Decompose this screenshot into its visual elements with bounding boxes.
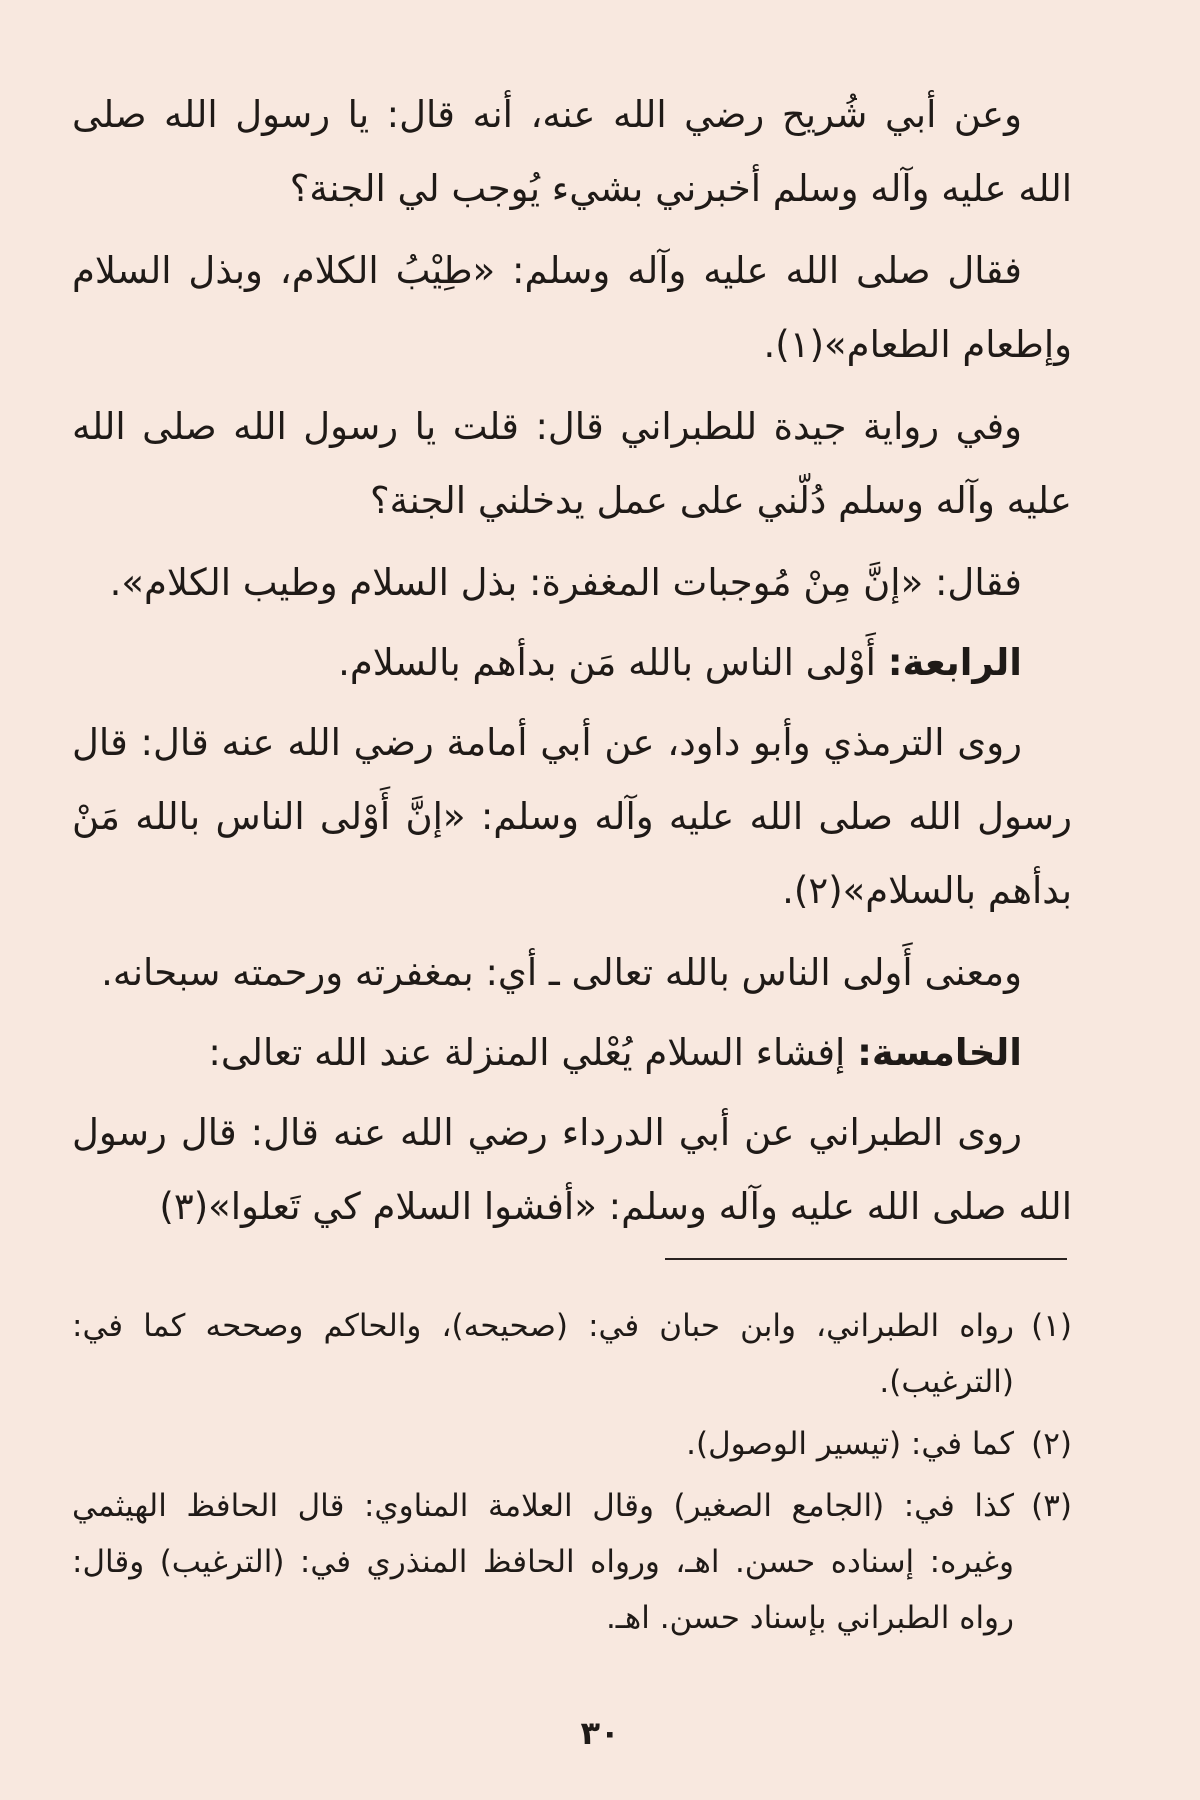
paragraph-prophet-answer: فقال صلى الله عليه وآله وسلم: «طِيْبُ الكلام، وبذل السلام وإطعام الطعام»(١). (72, 249, 1072, 366)
section-fifth-label: الخامسة: (857, 1031, 1022, 1074)
footnote-number: (٣) (1031, 1488, 1072, 1524)
section-fourth-label: الرابعة: (887, 641, 1022, 684)
main-text (72, 78, 1072, 1252)
paragraph-abu-shurayh: وعن أبي شُريح رضي الله عنه، أنه قال: يا رسول الله صلى الله عليه وآله وسلم أخبرني بشيء يُوجب لي الجنة؟ (72, 93, 1072, 210)
section-fifth-title: إفشاء السلام يُعْلي المنزلة عند الله تعالى: (208, 1031, 846, 1074)
section-fourth (72, 626, 1072, 700)
footnote-number: (٢) (1031, 1426, 1072, 1462)
section-fifth (72, 1016, 1072, 1090)
footnote-text: كما في: (تيسير الوصول). (686, 1426, 1014, 1462)
paragraph-abu-darda: روى الطبراني عن أبي الدرداء رضي الله عنه قال: قال رسول الله صلى الله عليه وآله وسلم: «أفشوا السلام كي تَعلوا»(٣) (72, 1111, 1072, 1228)
footnote-1 (72, 1298, 1072, 1410)
footnote-text: كذا في: (الجامع الصغير) وقال العلامة المناوي: قال الحافظ الهيثمي وغيره: إسناده حسن. اهـ، ورواه الحافظ المنذري في: (الترغيب) وقال: رواه الطبراني بإسناد حسن. اهـ. (72, 1488, 1014, 1636)
footnote-number: (١) (1031, 1308, 1072, 1344)
footnote-2 (72, 1416, 1072, 1472)
section-fourth-title: أَوْلى الناس بالله مَن بدأهم بالسلام. (338, 641, 876, 684)
page-number: ٣٠ (580, 1714, 620, 1752)
paragraph-forgiveness-causes: فقال: «إنَّ مِنْ مُوجبات المغفرة: بذل السلام وطيب الكلام». (109, 561, 1022, 604)
paragraph-tabarani-narration: وفي رواية جيدة للطبراني قال: قلت يا رسول الله صلى الله عليه وآله وسلم دُلّني على عمل يدخلني الجنة؟ (72, 405, 1072, 522)
paragraph-meaning: ومعنى أَولى الناس بالله تعالى ـ أي: بمغفرته ورحمته سبحانه. (101, 951, 1022, 994)
footnote-text: رواه الطبراني، وابن حبان في: (صحيحه)، والحاكم وصححه كما في: (الترغيب). (72, 1308, 1014, 1400)
footnote-separator (665, 1258, 1067, 1260)
paragraph-abu-umama: روى الترمذي وأبو داود، عن أبي أمامة رضي الله عنه قال: قال رسول الله صلى الله عليه وآله وسلم: «إنَّ أَوْلى الناس بالله مَنْ بدأهم بالسلام»(٢). (72, 721, 1072, 912)
footnotes (72, 1298, 1072, 1652)
footnote-3 (72, 1478, 1072, 1646)
